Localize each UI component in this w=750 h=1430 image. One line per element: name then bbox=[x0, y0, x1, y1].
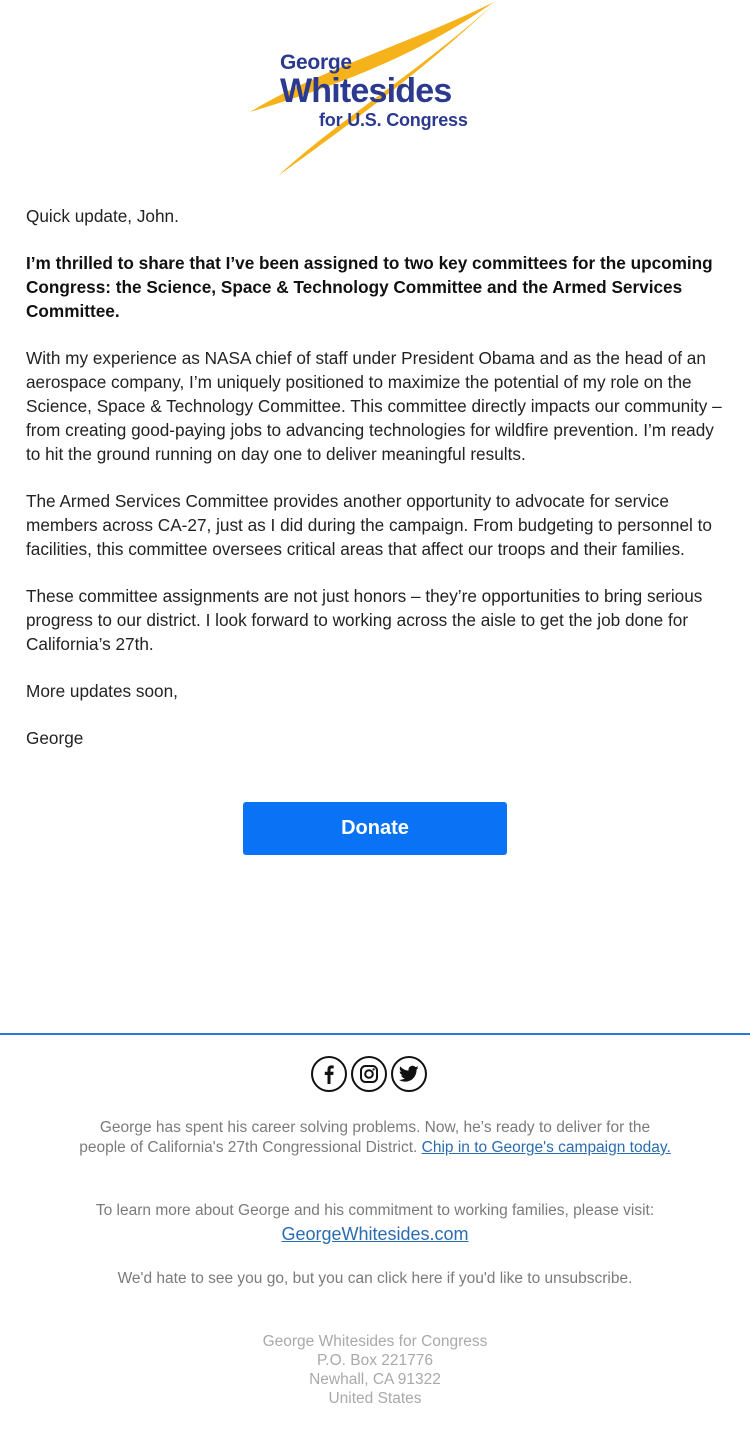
footer-about bbox=[75, 1118, 675, 1158]
footer-divider bbox=[0, 1033, 750, 1035]
logo-first-name: George bbox=[280, 51, 352, 74]
donate-button[interactable]: Donate bbox=[243, 802, 507, 855]
email-body bbox=[26, 204, 726, 773]
address-city: Newhall, CA 91322 bbox=[309, 1371, 441, 1388]
campaign-logo bbox=[248, 0, 500, 180]
social-links bbox=[311, 1056, 427, 1092]
closing: More updates soon, bbox=[26, 681, 178, 701]
mailing-address bbox=[75, 1332, 675, 1408]
address-country: United States bbox=[328, 1390, 422, 1407]
signature: George bbox=[26, 728, 84, 748]
twitter-icon[interactable] bbox=[391, 1056, 427, 1092]
instagram-icon[interactable] bbox=[351, 1056, 387, 1092]
lead-paragraph: I’m thrilled to share that I’ve been assigned to two key committees for the upcoming Congress: the Science, Space & Technology Committee and the Armed Services Committee. bbox=[26, 253, 713, 321]
address-po-box: P.O. Box 221776 bbox=[316, 1352, 434, 1369]
logo-subtitle: for U.S. Congress bbox=[319, 110, 468, 130]
body-paragraph: These committee assignments are not just honors – they’re opportunities to bring serious progress to our district. I look forward to working across the aisle to get the job done for California’s 27th. bbox=[26, 586, 703, 654]
chip-in-link[interactable]: Chip in to George's campaign today. bbox=[421, 1139, 671, 1156]
address-org: George Whitesides for Congress bbox=[262, 1333, 488, 1350]
learn-more-text: To learn more about George and his commitment to working families, please visit: bbox=[95, 1202, 655, 1219]
about-text: George has spent his career solving problems. Now, he’s ready to deliver for the people of California's 27th Congressional District. bbox=[79, 1119, 651, 1156]
footer-learn-more bbox=[75, 1201, 675, 1246]
facebook-icon[interactable] bbox=[311, 1056, 347, 1092]
greeting: Quick update, John. bbox=[26, 206, 179, 226]
body-paragraph: With my experience as NASA chief of staff under President Obama and as the head of an aerospace company, I’m uniquely positioned to maximize the potential of my role on the Science, Space & Technology Committee. This committee directly impacts our community – from creating good-paying jobs to advancing technologies for wildfire prevention. I’m ready to hit the ground running on day one to deliver meaningful results. bbox=[26, 348, 722, 464]
website-link[interactable]: GeorgeWhitesides.com bbox=[281, 1224, 469, 1244]
unsubscribe-text[interactable]: We'd hate to see you go, but you can click here if you'd like to unsubscribe. bbox=[117, 1270, 633, 1287]
body-paragraph: The Armed Services Committee provides another opportunity to advocate for service members across CA-27, just as I did during the campaign. From budgeting to personnel to facilities, this committee oversees critical areas that affect our troops and their families. bbox=[26, 491, 712, 559]
logo-last-name: Whitesides bbox=[280, 72, 452, 110]
